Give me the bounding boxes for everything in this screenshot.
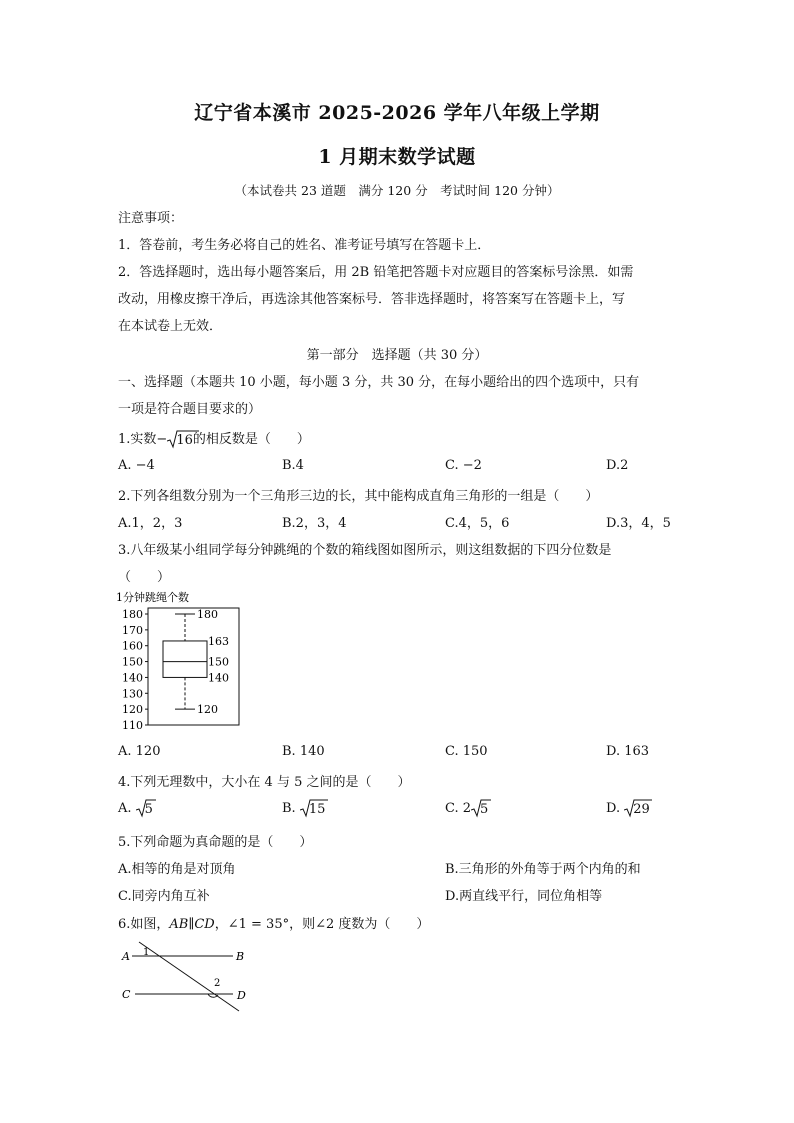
q2-option-d: D.3，4，5 (606, 516, 671, 531)
question-1-stem (118, 428, 310, 447)
q1-radicand: 16 (176, 433, 193, 448)
option-letter: B. (282, 801, 296, 816)
y-tick-label: 160 (122, 639, 143, 653)
notes-heading: 注意事项： (118, 211, 184, 226)
q3-option-c: C. 150 (445, 744, 488, 759)
q4-option-c (445, 801, 488, 816)
q3-option-a: A. 120 (118, 744, 161, 759)
note-1: 1．答卷前，考生务必将自己的姓名、准考证号填写在答题卡上． (118, 238, 491, 253)
value-label: 140 (208, 671, 229, 685)
parallel-lines-figure (115, 938, 265, 1018)
q6-relation: AB∥CD (169, 917, 215, 932)
exam-title-line2: 1 月期末数学试题 (318, 146, 476, 168)
q1-option-a: A. −4 (118, 458, 155, 473)
q1-sqrt (167, 432, 193, 447)
radicand: 15 (308, 802, 326, 817)
value-label: 180 (197, 608, 218, 621)
sqrt-expression (624, 801, 650, 816)
q3-option-b: B. 140 (282, 744, 325, 759)
y-tick-label: 120 (122, 703, 143, 717)
label-a: A (122, 950, 130, 963)
q6-prefix: 6.如图， (118, 917, 170, 932)
q1-option-b: B.4 (282, 458, 304, 473)
question-4-stem: 4.下列无理数中，大小在 4 与 5 之间的是（ ） (118, 775, 411, 790)
q2-option-c: C.4，5，6 (445, 516, 510, 531)
exam-title-line1: 辽宁省本溪市 2025-2026 学年八年级上学期 (194, 102, 600, 124)
boxplot-figure (112, 588, 252, 738)
y-tick-label: 130 (122, 687, 143, 701)
q3-option-d: D. 163 (606, 744, 650, 759)
value-label: 163 (208, 634, 229, 648)
question-3-stem: 3.八年级某小组同学每分钟跳绳的个数的箱线图如图所示，则这组数据的下四分位数是 (118, 543, 612, 558)
q5-option-d: D.两直线平行，同位角相等 (445, 889, 603, 904)
sqrt-expression (136, 801, 153, 816)
radicand: 5 (480, 802, 489, 817)
label-c: C (122, 988, 131, 1001)
y-tick-label: 170 (122, 623, 143, 637)
q5-option-b: B.三角形的外角等于两个内角的和 (445, 862, 641, 877)
question-3-blank: （ ） (118, 570, 171, 585)
value-label: 120 (197, 703, 218, 717)
option-coefficient: 2 (462, 801, 472, 816)
radicand: 29 (633, 802, 650, 817)
q2-option-b: B.2，3，4 (282, 516, 347, 531)
y-tick-label: 180 (122, 608, 143, 621)
y-tick-label: 140 (122, 671, 143, 685)
sqrt-expression (471, 801, 488, 816)
question-5-stem: 5.下列命题为真命题的是（ ） (118, 835, 313, 850)
q5-option-c: C.同旁内角互补 (118, 889, 210, 904)
q4-option-a (118, 801, 153, 816)
question-6-stem (118, 913, 429, 932)
q6-angle1: ，∠1 = 35°， (214, 917, 303, 932)
question-2-stem: 2.下列各组数分别为一个三角形三边的长，其中能构成直角三角形的一组是（ ） (118, 489, 599, 504)
section-title: 第一部分 选择题（共 30 分） (306, 348, 488, 363)
angle-2-label: 2 (214, 978, 221, 989)
radicand: 5 (144, 802, 153, 817)
note-2-line2: 改动，用橡皮擦干净后，再选涂其他答案标号．答非选择题时，将答案写在答题卡上，写 (118, 292, 626, 307)
value-label: 150 (208, 655, 229, 669)
q2-option-a: A.1，2，3 (118, 516, 183, 531)
option-letter: D. (606, 801, 621, 816)
q6-suffix: 则∠2 度数为（ ） (302, 917, 430, 932)
option-letter: A. (118, 801, 132, 816)
q1-minus: − (156, 432, 168, 447)
sqrt-expression (300, 801, 326, 816)
q1-option-d: D.2 (606, 458, 629, 473)
label-d: D (237, 989, 246, 1002)
y-tick-label: 150 (122, 655, 143, 669)
box-iqr (163, 641, 207, 677)
q1-prefix: 1.实数 (118, 432, 157, 447)
note-2-line3: 在本试卷上无效． (118, 319, 223, 334)
part1-instructions-line1: 一、选择题（本题共 10 小题，每小题 3 分，共 30 分，在每小题给出的四个选项中，只有 (118, 375, 640, 390)
y-tick-label: 110 (122, 719, 143, 732)
q1-suffix: 的相反数是（ ） (192, 432, 310, 447)
transversal-line (139, 942, 239, 1011)
exam-subtitle: （本试卷共 23 道题 满分 120 分 考试时间 120 分钟） (234, 183, 560, 198)
option-letter: C. (445, 801, 459, 816)
part1-instructions-line2: 一项是符合题目要求的） (118, 402, 262, 417)
note-2-line1: 2．答选择题时，选出每小题答案后，用 2B 铅笔把答题卡对应题目的答案标号涂黑．如需 (118, 265, 634, 280)
angle-1-label: 1 (143, 947, 150, 958)
q1-option-c: C. −2 (445, 458, 482, 473)
chart-title: 1分钟跳绳个数 (116, 591, 189, 604)
q5-option-a: A.相等的角是对顶角 (118, 862, 236, 877)
q4-option-b (282, 801, 325, 816)
q4-option-d (606, 801, 650, 816)
label-b: B (236, 950, 245, 963)
